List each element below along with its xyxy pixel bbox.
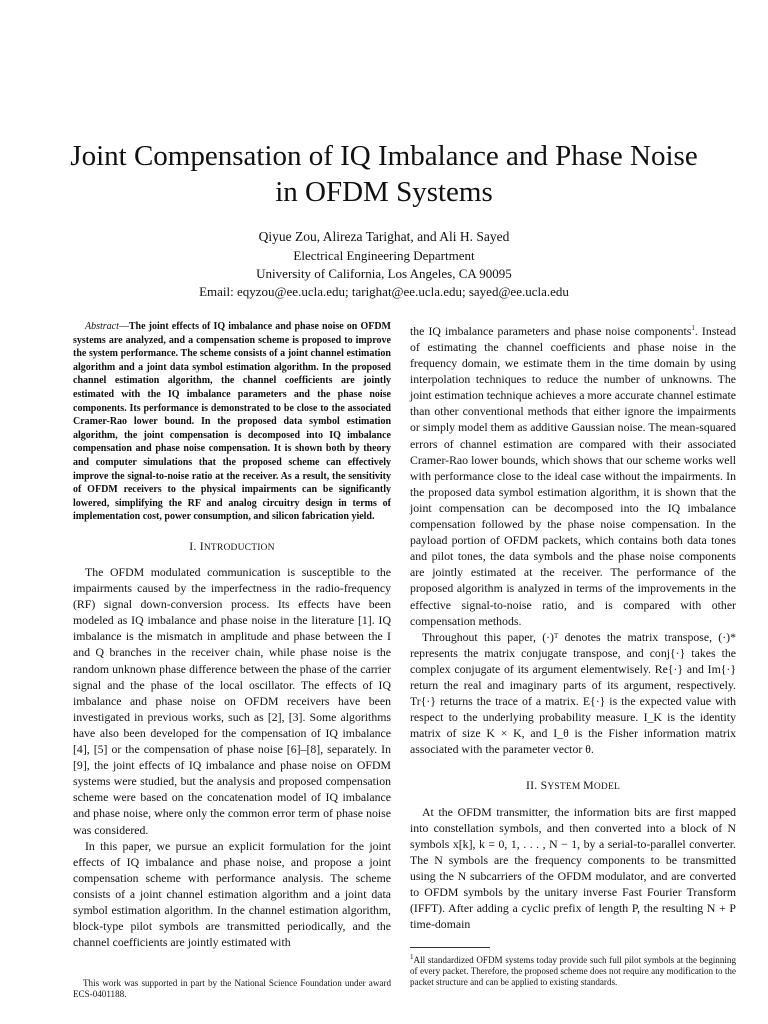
section-number: I. (189, 538, 200, 553)
footnote-divider (410, 947, 490, 948)
section-initial: M (583, 778, 594, 793)
section-heading-introduction (73, 538, 391, 556)
footnote-right (410, 952, 736, 989)
abstract-text: The joint effects of IQ imbalance and phase noise on OFDM systems are analyzed, and a compensation scheme is proposed to improve the system performance. The scheme consists of a joint channel estimation algorithm and a joint data symbol estimation algorithm. In the proposed channel estimation algorithm, the channel coefficients are jointly estimated with the IQ imbalance parameters and the phase noise components. Its performance is demonstrated to be close to the associated Cramer-Rao lower bound. In the proposed data symbol estimation algorithm, the joint compensation is decomposed into IQ imbalance compensation and phase noise compensation. It is shown both by theory and computer simulations that the proposed scheme can effectively improve the signal-to-noise ratio at the receiver. As a result, the sensitivity of OFDM receivers to the physical impairments can be significantly lowered, simplifying the RF and analog circuitry design in terms of implementation cost, power consumption, and silicon fabrication yield. (73, 321, 391, 523)
intro-paragraph-1: The OFDM modulated communication is susceptible to the impairments caused by the imperfectness in the radio-frequency (RF) signal down-conversion process. Its effects have been modeled as IQ imbalance and phase noise in the literature [1]. IQ imbalance is the mismatch in amplitude and phase between the I and Q branches in the receiver chain, while phase noise is the random unknown phase difference between the phase of the carrier signal and the phase of the local oscillator. The effects of IQ imbalance and phase noise on OFDM receivers have been investigated in previous works, such as [2], [3]. Some algorithms have also been developed for the compensation of IQ imbalance [4], [5] or the compensation of phase noise [6]–[8], separately. In [9], the joint effects of IQ imbalance and phase noise on OFDM systems were studied, but the analysis and proposed compensation scheme were based on the concatenation model of IQ imbalance and phase noise, where only the common error term of phase noise was considered. (73, 565, 391, 837)
intro-paragraph-3-start: the IQ imbalance parameters and phase noise components (410, 323, 692, 338)
paper-title: Joint Compensation of IQ Imbalance and Phase Noise in OFDM Systems (70, 140, 698, 208)
model-paragraph-1: At the OFDM transmitter, the information bits are first mapped into constellation symbols, and then converted into a block of N symbols x[k], k = 0, 1, . . . , N − 1, by a serial-to-parallel converter. The N symbols are the frequency components to be transmitted using the N subcarriers of the OFDM modulator, and are converted to OFDM symbols by the unitary inverse Fast Fourier Transform (IFFT). After adding a cyclic prefix of length P, the resulting N + P time-domain (410, 804, 736, 932)
footnote-left-text: This work was supported in part by the National Science Foundation under award ECS-0401188. (73, 978, 391, 1000)
intro-paragraph-2: In this paper, we pursue an explicit formulation for the joint effects of IQ imbalance and phase noise, and propose a joint compensation scheme with performance analysis. The scheme consists of a joint channel estimation algorithm and a joint data symbol estimation algorithm. In the channel estimation algorithm, block-type pilot symbols are transmitted periodically, and the channel coefficients are jointly estimated with (73, 838, 391, 950)
section-heading-system-model (410, 777, 736, 795)
section-number: II. (526, 778, 541, 793)
abstract-dash: — (118, 321, 129, 332)
intro-paragraph-3 (410, 320, 736, 629)
section-initial: I (199, 538, 204, 553)
intro-paragraph-3-rest: . Instead of estimating the channel coefficients and phase noise in the frequency domain, we estimate them in the time domain by using interpolation techniques to reduce the number of unknowns. The joint estimation technique achieves a more accurate channel estimate than other conventional methods that either ignore the impairments or simply model them as additive Gaussian noise. The mean-squared errors of channel estimation are compared with their associated Cramer-Rao lower bounds, which shows that our scheme works well with performance close to the ideal case without the impairments. In the proposed data symbol estimation algorithm, it is shown that the joint compensation can be decomposed into the IQ imbalance compensation followed by the phase noise compensation. In the payload portion of OFDM packets, which contains both data tones and pilot tones, the data symbols and the phase noise components are jointly estimated at the receiver. The performance of the proposed algorithm is analyzed in terms of the improvements in the effective signal-to-noise ratio, and is compared with other compensation methods. (410, 323, 736, 628)
notation-paragraph: Throughout this paper, (·)ᵀ denotes the matrix transpose, (·)* represents the matrix conjugate transpose, and conj{·} takes the complex conjugate of its argument elementwisely. Re{·} and Im{·} return the real and imaginary parts of its argument, respectively. Tr{·} returns the trace of a matrix. E{·} is the expected value with respect to the underlying probability measure. I_K is the identity matrix of size K × K, and I_θ is the Fisher information matrix associated with the parameter vector θ. (410, 629, 736, 757)
right-column (410, 320, 736, 932)
author-department: Electrical Engineering Department (293, 248, 475, 263)
author-names: Qiyue Zou, Alireza Tarighat, and Ali H. Sayed (258, 229, 510, 244)
section-smallcaps: YSTEM (547, 782, 584, 793)
abstract-label: Abstract (85, 321, 119, 332)
author-block (60, 228, 708, 301)
footnote-left (73, 978, 391, 1000)
footnote-right-text: All standardized OFDM systems today provide such full pilot symbols at the beginning of every packet. Therefore, the proposed scheme does not require any modification to the packet structure and can be applied to existing standards. (410, 955, 736, 988)
footnote-marker: 1 (691, 324, 695, 332)
abstract (73, 320, 391, 524)
footnote-number: 1 (410, 953, 414, 961)
section-initial: S (540, 778, 548, 793)
section-smallcaps: ODEL (593, 782, 620, 793)
author-email: Email: eqyzou@ee.ucla.edu; tarighat@ee.ucla.edu; sayed@ee.ucla.edu (199, 284, 569, 299)
author-university: University of California, Los Angeles, CA 90095 (256, 266, 512, 281)
left-column (73, 320, 391, 950)
section-smallcaps: NTRODUCTION (203, 542, 275, 553)
